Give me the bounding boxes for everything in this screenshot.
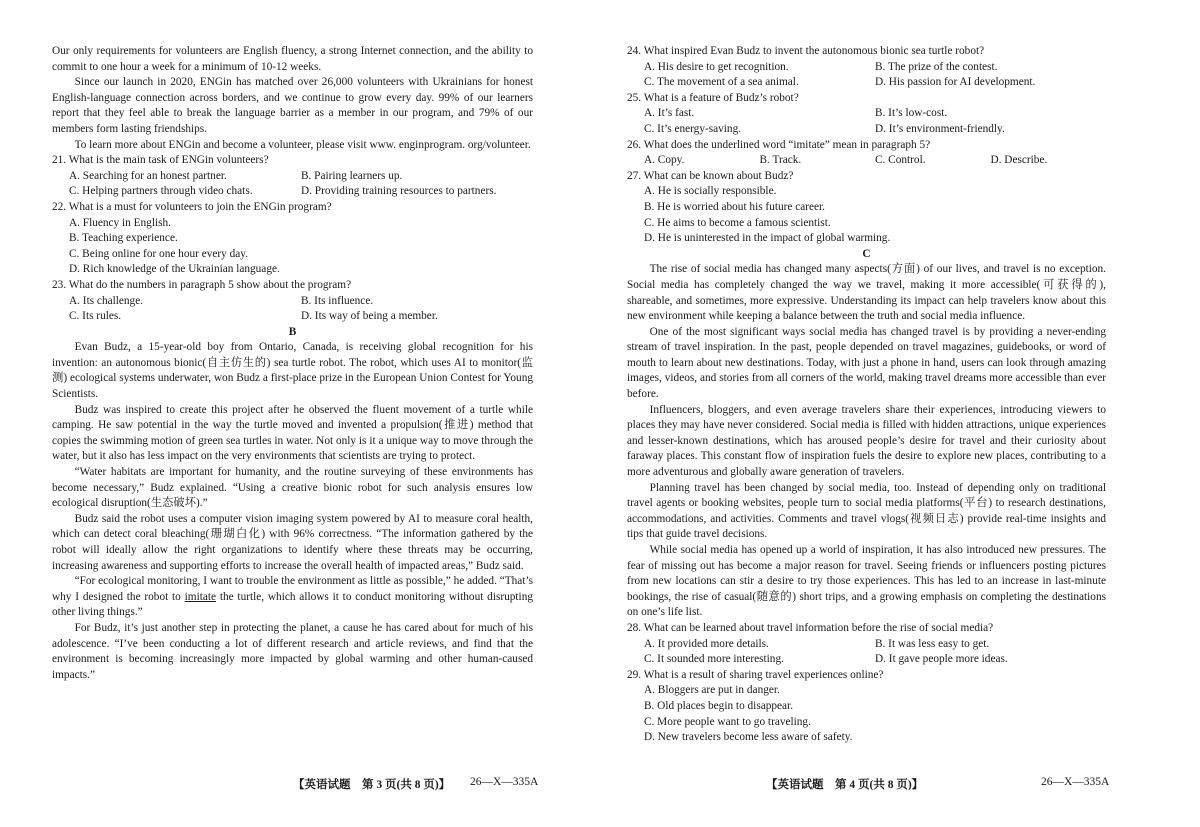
question-28-options-row-1 <box>627 637 1106 653</box>
question-28: 28. What can be learned about travel information before the rise of social media? <box>627 621 994 634</box>
option-23-b: B. Its influence. <box>301 294 374 307</box>
option-23-d: D. Its way of being a member. <box>301 310 438 323</box>
passage-b-paragraph-5 <box>52 574 533 621</box>
question-22: 22. What is a must for volunteers to join the ENGin program? <box>52 200 332 213</box>
option-23-c: C. Its rules. <box>69 310 122 323</box>
paragraph-5-text-after: the turtle, which allows it to conduct monitoring without disrupting other living things.” <box>52 590 533 619</box>
option-22-b: B. Teaching experience. <box>69 232 178 245</box>
option-25-d: D. It’s environment-friendly. <box>875 122 1005 135</box>
option-22-a: A. Fluency in English. <box>69 216 171 229</box>
option-26-a: A. Copy. <box>644 154 685 167</box>
option-29-c: C. More people want to go traveling. <box>644 715 811 728</box>
question-21: 21. What is the main task of ENGin volunteers? <box>52 154 269 167</box>
option-27-d: D. He is uninterested in the impact of global warming. <box>644 232 891 245</box>
option-24-b: B. The prize of the contest. <box>875 60 998 73</box>
right-footer-code: 26—X—335A <box>1041 776 1110 788</box>
option-29-a: A. Bloggers are put in danger. <box>644 684 780 697</box>
passage-a-tail: Our only requirements for volunteers are English fluency, a strong Internet connection, and the ability to commit to one hour a week for a minimum of 10-12 weeks. <box>52 45 533 73</box>
question-21-options-row-1 <box>52 169 533 185</box>
option-26-d: D. Describe. <box>990 154 1048 167</box>
passage-c-paragraph-1: The rise of social media has changed many aspects(方面) of our lives, and travel is no exception. Social media has completely changed the way we travel, making it more accessible(可获得的), shareable, and sometimes, more expressive. Understanding its impact can help travelers know about this new environment while keeping a balance between the truth and social media influence. <box>627 263 1106 323</box>
question-24: 24. What inspired Evan Budz to invent the autonomous bionic sea turtle robot? <box>627 45 985 57</box>
question-26-options-row <box>627 153 1106 169</box>
option-28-b: B. It was less easy to get. <box>875 637 990 650</box>
right-footer-title: 【英语试题 第 4 页(共 8 页)】 <box>766 779 924 791</box>
option-28-c: C. It sounded more interesting. <box>644 653 784 666</box>
option-26-c: C. Control. <box>875 154 926 167</box>
option-28-a: A. It provided more details. <box>644 637 769 650</box>
passage-b-paragraph-2: Budz was inspired to create this project after he observed the fluent movement of a turtle while camping. He saw potential in the way the turtle moved and invented a propulsion(推进) method that copies the swimming motion of green sea turtles in water. Not only is it a unique way to move through the water, but it also has less impact on the very environments that scientists are trying to protect. <box>52 403 533 463</box>
question-25: 25. What is a feature of Budz’s robot? <box>627 91 799 104</box>
option-25-c: C. It’s energy-saving. <box>644 122 742 135</box>
passage-b-paragraph-1: Evan Budz, a 15-year-old boy from Ontario, Canada, is receiving global recognition for his invention: an autonomous bionic(自主仿生的) sea turtle robot. The robot, which uses AI to monitor(监测) ecological systems underwater, won Budz a first-place prize in the European Union Contest for Young Scientists. <box>52 341 533 401</box>
passage-b-paragraph-4: Budz said the robot uses a computer vision imaging system powered by AI to measure coral health, which can detect coral bleaching(珊瑚白化) with 96% correctness. “The information gathered by the robot will ideally allow the right organizations to identify where these threats may be occurring, increasing awareness and supporting efforts to increase the overall health of impacted areas,” Budz said. <box>52 512 533 572</box>
passage-b-paragraph-3: “Water habitats are important for humanity, and the routine surveying of these environments has become necessary,” Budz explained. “Using a creative bionic robot for such analysis ensures low ecological disruption(生态破坏).” <box>52 466 533 510</box>
option-29-b: B. Old places begin to disappear. <box>644 699 794 712</box>
question-23-options-row-2 <box>52 309 533 325</box>
option-29-d: D. New travelers become less aware of safety. <box>644 731 853 744</box>
paragraph-5-text-before: “For ecological monitoring, I want to trouble the environment as little as possible,” he added. “That’s why I designed the robot to <box>52 575 533 603</box>
question-28-options-row-2 <box>627 652 1106 668</box>
left-footer-title: 【英语试题 第 3 页(共 8 页)】 <box>293 779 451 791</box>
right-page <box>627 44 1106 746</box>
question-23: 23. What do the numbers in paragraph 5 show about the program? <box>52 278 352 291</box>
question-25-options-row-2 <box>627 122 1106 138</box>
option-27-c: C. He aims to become a famous scientist. <box>644 216 831 229</box>
option-25-a: A. It’s fast. <box>644 107 695 120</box>
passage-c-paragraph-4: Planning travel has been changed by social media, too. Instead of depending only on traditional travel agents or booking websites, people turn to social media platforms(平台) to research destinations, accommodations, and activities. Comments and travel vlogs(视频日志) provide real-time insights and tips that guide travel decisions. <box>627 481 1106 541</box>
option-26-b: B. Track. <box>759 154 802 167</box>
passage-c-paragraph-2: One of the most significant ways social media has changed travel is by providing a never-ending stream of travel inspiration. In the past, people depended on travel magazines, guidebooks, or word of mouth to learn about new destinations. Today, with just a phone in hand, users can look through amazing images, videos, and stories from all corners of the world, making travel dreams more accessible than ever before. <box>627 325 1106 401</box>
passage-b-paragraph-6: For Budz, it’s just another step in protecting the planet, a cause he has cared about for much of his adolescence. “I’ve been conducting a lot of different research and article reviews, and find that the environment is becoming increasingly more impacted by global warming and other human-caused impacts.” <box>52 621 533 681</box>
option-21-c: C. Helping partners through video chats. <box>69 185 253 198</box>
option-24-d: D. His passion for AI development. <box>875 76 1036 89</box>
option-22-c: C. Being online for one hour every day. <box>69 247 249 260</box>
option-22-d: D. Rich knowledge of the Ukrainian language. <box>69 263 280 276</box>
question-24-options-row-1 <box>627 60 1106 76</box>
question-25-options-row-1 <box>627 106 1106 122</box>
option-21-d: D. Providing training resources to partners. <box>301 185 497 198</box>
option-28-d: D. It gave people more ideas. <box>875 653 1008 666</box>
question-24-options-row-2 <box>627 75 1106 91</box>
section-b-heading: B <box>288 325 297 338</box>
option-27-a: A. He is socially responsible. <box>644 185 777 198</box>
underlined-word-imitate: imitate <box>184 590 217 603</box>
left-footer-code: 26—X—335A <box>470 776 539 788</box>
question-27: 27. What can be known about Budz? <box>627 169 794 182</box>
question-23-options-row-1 <box>52 294 533 310</box>
option-24-c: C. The movement of a sea animal. <box>644 76 799 89</box>
option-23-a: A. Its challenge. <box>69 294 144 307</box>
question-29: 29. What is a result of sharing travel experiences online? <box>627 668 884 681</box>
question-26: 26. What does the underlined word “imitate” mean in paragraph 5? <box>627 138 931 151</box>
passage-c-paragraph-5: While social media has opened up a world of inspiration, it has also introduced new pressures. The fear of missing out has become a major reason for travel. Seeing friends or influencers posting pictures from new locations can stir a desire to try those experiences. This has led to an increase in last-minute bookings, the rise of casual(随意的) short trips, and a growing emphasis on completing the destinations on one’s life list. <box>627 544 1106 619</box>
passage-c-paragraph-3: Influencers, bloggers, and even average travelers share their experiences, introducing viewers to places they may have never considered. Social media is filled with hidden attractions, unique experiences and lesser-known destinations, which has aroused people’s desire for travel and their curiosity about faraway places. This constant flow of inspiration fuels the desire to explore new places, contributing to a more adventurous and globally aware generation of travelers. <box>627 403 1106 479</box>
left-page <box>52 44 533 683</box>
question-21-options-row-2 <box>52 184 533 200</box>
option-21-a: A. Searching for an honest partner. <box>69 169 227 182</box>
option-24-a: A. His desire to get recognition. <box>644 60 789 73</box>
option-25-b: B. It’s low-cost. <box>875 107 948 120</box>
option-21-b: B. Pairing learners up. <box>301 169 403 182</box>
passage-a-paragraph-5: Since our launch in 2020, ENGin has matched over 26,000 volunteers with Ukrainians for honest English-language connection across borders, and we continue to grow every day. 99% of our learners report that they feel able to break the language barrier as a member in our program, and 79% of our members form lasting friendships. <box>52 76 533 135</box>
passage-a-paragraph-6: To learn more about ENGin and become a volunteer, please visit www. enginprogram. org/volunteer. <box>74 138 531 151</box>
option-27-b: B. He is worried about his future career. <box>644 200 826 213</box>
section-c-heading: C <box>862 247 871 260</box>
